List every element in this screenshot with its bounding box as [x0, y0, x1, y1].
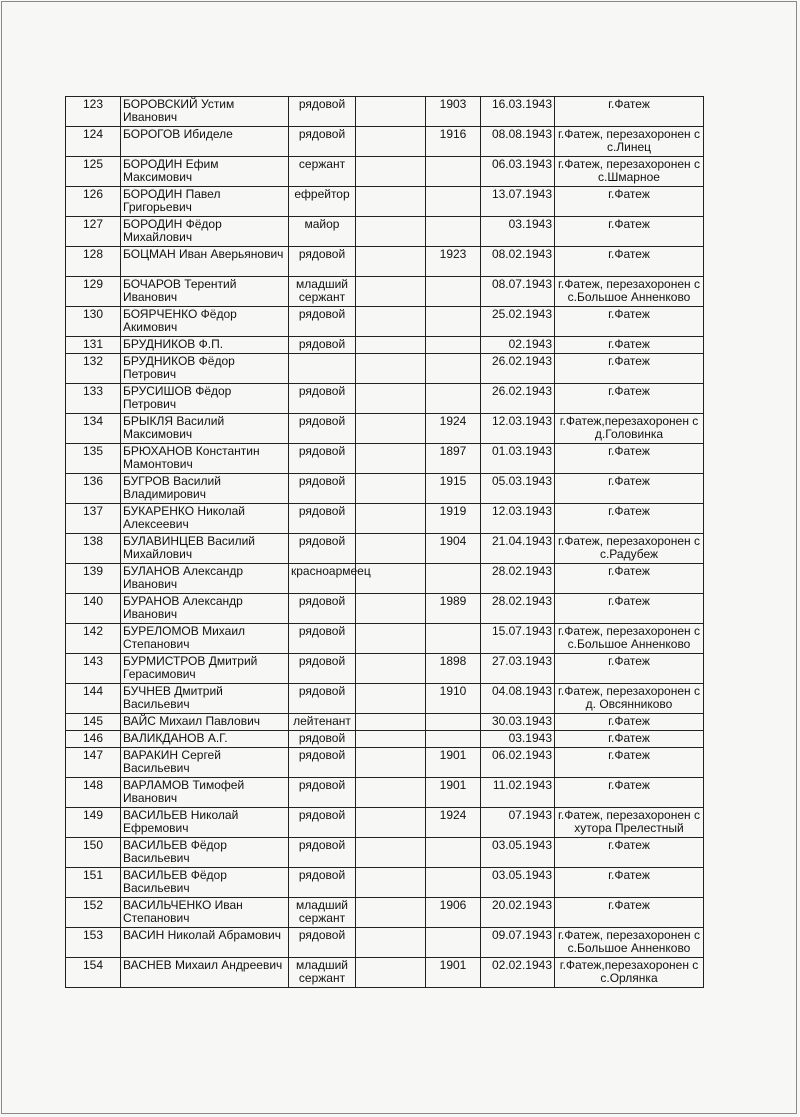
- blank-cell: [356, 898, 426, 928]
- row-number: 148: [66, 778, 121, 808]
- death-date: 09.07.1943: [481, 928, 555, 958]
- burial-place: г.Фатеж: [555, 354, 704, 384]
- burial-place: г.Фатеж,перезахоронен с с.Орлянка: [555, 958, 704, 988]
- death-date: 12.03.1943: [481, 414, 555, 444]
- table-row: [66, 534, 704, 564]
- death-date: 28.02.1943: [481, 594, 555, 624]
- table-row: [66, 731, 704, 748]
- military-rank: рядовой: [289, 868, 356, 898]
- burial-place: г.Фатеж: [555, 187, 704, 217]
- birth-year: [426, 157, 481, 187]
- burial-place: г.Фатеж: [555, 307, 704, 337]
- person-name: ВАРЛАМОВ Тимофей Иванович: [121, 778, 289, 808]
- birth-year: 1898: [426, 654, 481, 684]
- table-row: [66, 277, 704, 307]
- military-rank: рядовой: [289, 414, 356, 444]
- blank-cell: [356, 337, 426, 354]
- person-name: ВАСИЛЬЕВ Николай Ефремович: [121, 808, 289, 838]
- blank-cell: [356, 247, 426, 277]
- blank-cell: [356, 444, 426, 474]
- burial-place: г.Фатеж: [555, 504, 704, 534]
- person-name: БРЮХАНОВ Константин Мамонтович: [121, 444, 289, 474]
- military-rank: сержант: [289, 157, 356, 187]
- person-name: БОЯРЧЕНКО Фёдор Акимович: [121, 307, 289, 337]
- table-row: [66, 157, 704, 187]
- table-row: [66, 414, 704, 444]
- blank-cell: [356, 808, 426, 838]
- military-rank: рядовой: [289, 654, 356, 684]
- military-rank: майор: [289, 217, 356, 247]
- death-date: 20.02.1943: [481, 898, 555, 928]
- death-date: 07.1943: [481, 808, 555, 838]
- military-rank: рядовой: [289, 624, 356, 654]
- birth-year: [426, 714, 481, 731]
- person-name: БОЧАРОВ Терентий Иванович: [121, 277, 289, 307]
- row-number: 131: [66, 337, 121, 354]
- burial-place: г.Фатеж, перезахоронен с хутора Прелестный: [555, 808, 704, 838]
- row-number: 149: [66, 808, 121, 838]
- military-rank: рядовой: [289, 504, 356, 534]
- roster-body: [66, 97, 704, 988]
- burial-place: г.Фатеж: [555, 97, 704, 127]
- death-date: 15.07.1943: [481, 624, 555, 654]
- burial-place: г.Фатеж, перезахоронен с с.Шмарное: [555, 157, 704, 187]
- military-rank: [289, 354, 356, 384]
- blank-cell: [356, 778, 426, 808]
- person-name: БУЛАНОВ Александр Иванович: [121, 564, 289, 594]
- row-number: 134: [66, 414, 121, 444]
- blank-cell: [356, 354, 426, 384]
- table-row: [66, 624, 704, 654]
- blank-cell: [356, 307, 426, 337]
- military-rank: рядовой: [289, 534, 356, 564]
- burial-place: г.Фатеж: [555, 384, 704, 414]
- row-number: 144: [66, 684, 121, 714]
- table-row: [66, 474, 704, 504]
- blank-cell: [356, 534, 426, 564]
- table-row: [66, 384, 704, 414]
- person-name: ВАСИЛЬЕВ Фёдор Васильевич: [121, 868, 289, 898]
- row-number: 136: [66, 474, 121, 504]
- table-row: [66, 594, 704, 624]
- blank-cell: [356, 684, 426, 714]
- person-name: БУГРОВ Василий Владимирович: [121, 474, 289, 504]
- military-rank: рядовой: [289, 731, 356, 748]
- row-number: 132: [66, 354, 121, 384]
- burial-place: г.Фатеж: [555, 337, 704, 354]
- table-row: [66, 898, 704, 928]
- death-date: 06.03.1943: [481, 157, 555, 187]
- person-name: БУКАРЕНКО Николай Алексеевич: [121, 504, 289, 534]
- blank-cell: [356, 594, 426, 624]
- row-number: 138: [66, 534, 121, 564]
- row-number: 143: [66, 654, 121, 684]
- death-date: 03.05.1943: [481, 868, 555, 898]
- burial-place: г.Фатеж,перезахоронен с д.Головинка: [555, 414, 704, 444]
- blank-cell: [356, 187, 426, 217]
- row-number: 153: [66, 928, 121, 958]
- row-number: 126: [66, 187, 121, 217]
- person-name: БРУСИШОВ Фёдор Петрович: [121, 384, 289, 414]
- blank-cell: [356, 384, 426, 414]
- burial-place: г.Фатеж: [555, 748, 704, 778]
- death-date: 08.08.1943: [481, 127, 555, 157]
- birth-year: 1924: [426, 808, 481, 838]
- military-rank: рядовой: [289, 748, 356, 778]
- person-name: ВАСИЛЬЕВ Фёдор Васильевич: [121, 838, 289, 868]
- table-row: [66, 684, 704, 714]
- birth-year: [426, 564, 481, 594]
- burial-place: г.Фатеж, перезахоронен с с.Большое Анненково: [555, 624, 704, 654]
- military-rank: рядовой: [289, 808, 356, 838]
- death-date: 05.03.1943: [481, 474, 555, 504]
- burial-place: г.Фатеж, перезахоронен с с.Радубеж: [555, 534, 704, 564]
- birth-year: 1916: [426, 127, 481, 157]
- death-date: 25.02.1943: [481, 307, 555, 337]
- row-number: 152: [66, 898, 121, 928]
- blank-cell: [356, 714, 426, 731]
- row-number: 133: [66, 384, 121, 414]
- military-rank: младший сержант: [289, 958, 356, 988]
- burial-place: г.Фатеж: [555, 838, 704, 868]
- burial-place: г.Фатеж, перезахоронен с с.Большое Анненково: [555, 277, 704, 307]
- burial-place: г.Фатеж: [555, 898, 704, 928]
- table-row: [66, 868, 704, 898]
- burial-place: г.Фатеж: [555, 564, 704, 594]
- row-number: 150: [66, 838, 121, 868]
- birth-year: 1915: [426, 474, 481, 504]
- birth-year: [426, 384, 481, 414]
- burial-place: г.Фатеж: [555, 868, 704, 898]
- burial-place: г.Фатеж: [555, 714, 704, 731]
- person-name: БОРОДИН Фёдор Михайлович: [121, 217, 289, 247]
- blank-cell: [356, 157, 426, 187]
- burial-place: г.Фатеж: [555, 474, 704, 504]
- blank-cell: [356, 748, 426, 778]
- birth-year: [426, 187, 481, 217]
- death-date: 04.08.1943: [481, 684, 555, 714]
- military-rank: рядовой: [289, 474, 356, 504]
- birth-year: 1901: [426, 958, 481, 988]
- death-date: 02.02.1943: [481, 958, 555, 988]
- table-row: [66, 444, 704, 474]
- person-name: БОРОДИН Ефим Максимович: [121, 157, 289, 187]
- military-rank: рядовой: [289, 307, 356, 337]
- person-name: ВАРАКИН Сергей Васильевич: [121, 748, 289, 778]
- military-rank: ефрейтор: [289, 187, 356, 217]
- table-row: [66, 97, 704, 127]
- row-number: 127: [66, 217, 121, 247]
- death-date: 08.07.1943: [481, 277, 555, 307]
- table-row: [66, 838, 704, 868]
- military-rank: рядовой: [289, 97, 356, 127]
- birth-year: 1903: [426, 97, 481, 127]
- military-rank: рядовой: [289, 247, 356, 277]
- blank-cell: [356, 624, 426, 654]
- table-row: [66, 247, 704, 277]
- birth-year: 1901: [426, 748, 481, 778]
- row-number: 130: [66, 307, 121, 337]
- death-date: 21.04.1943: [481, 534, 555, 564]
- military-rank: рядовой: [289, 838, 356, 868]
- table-row: [66, 504, 704, 534]
- blank-cell: [356, 958, 426, 988]
- blank-cell: [356, 928, 426, 958]
- burial-place: г.Фатеж: [555, 654, 704, 684]
- table-row: [66, 808, 704, 838]
- person-name: БУЧНЕВ Дмитрий Васильевич: [121, 684, 289, 714]
- birth-year: [426, 217, 481, 247]
- table-row: [66, 714, 704, 731]
- military-rank: рядовой: [289, 778, 356, 808]
- death-date: 02.1943: [481, 337, 555, 354]
- death-date: 08.02.1943: [481, 247, 555, 277]
- person-name: ВАСИЛЬЧЕНКО Иван Степанович: [121, 898, 289, 928]
- birth-year: 1901: [426, 778, 481, 808]
- death-date: 12.03.1943: [481, 504, 555, 534]
- birth-year: [426, 838, 481, 868]
- table-row: [66, 928, 704, 958]
- birth-year: 1989: [426, 594, 481, 624]
- blank-cell: [356, 97, 426, 127]
- table-row: [66, 778, 704, 808]
- row-number: 125: [66, 157, 121, 187]
- blank-cell: [356, 868, 426, 898]
- burial-place: г.Фатеж: [555, 778, 704, 808]
- table-row: [66, 654, 704, 684]
- death-date: 13.07.1943: [481, 187, 555, 217]
- birth-year: 1910: [426, 684, 481, 714]
- table-row: [66, 337, 704, 354]
- burial-place: г.Фатеж, перезахоронен с с.Линец: [555, 127, 704, 157]
- military-rank: младший сержант: [289, 277, 356, 307]
- birth-year: 1924: [426, 414, 481, 444]
- person-name: БРУДНИКОВ Ф.П.: [121, 337, 289, 354]
- burial-place: г.Фатеж: [555, 731, 704, 748]
- row-number: 129: [66, 277, 121, 307]
- military-rank: младший сержант: [289, 898, 356, 928]
- birth-year: 1919: [426, 504, 481, 534]
- military-rank: рядовой: [289, 928, 356, 958]
- death-date: 30.03.1943: [481, 714, 555, 731]
- birth-year: [426, 731, 481, 748]
- death-date: 26.02.1943: [481, 384, 555, 414]
- row-number: 128: [66, 247, 121, 277]
- table-row: [66, 564, 704, 594]
- death-date: 11.02.1943: [481, 778, 555, 808]
- birth-year: [426, 624, 481, 654]
- person-name: ВАСНЕВ Михаил Андреевич: [121, 958, 289, 988]
- blank-cell: [356, 414, 426, 444]
- row-number: 154: [66, 958, 121, 988]
- row-number: 151: [66, 868, 121, 898]
- row-number: 140: [66, 594, 121, 624]
- burial-roster-table: [65, 96, 704, 988]
- military-rank: рядовой: [289, 337, 356, 354]
- birth-year: [426, 277, 481, 307]
- birth-year: 1897: [426, 444, 481, 474]
- birth-year: [426, 307, 481, 337]
- birth-year: 1904: [426, 534, 481, 564]
- death-date: 16.03.1943: [481, 97, 555, 127]
- row-number: 147: [66, 748, 121, 778]
- person-name: БРЫКЛЯ Василий Максимович: [121, 414, 289, 444]
- row-number: 123: [66, 97, 121, 127]
- military-rank: рядовой: [289, 684, 356, 714]
- military-rank: рядовой: [289, 384, 356, 414]
- blank-cell: [356, 277, 426, 307]
- row-number: 146: [66, 731, 121, 748]
- person-name: БУЛАВИНЦЕВ Василий Михайлович: [121, 534, 289, 564]
- blank-cell: [356, 731, 426, 748]
- row-number: 135: [66, 444, 121, 474]
- table-row: [66, 127, 704, 157]
- death-date: 26.02.1943: [481, 354, 555, 384]
- blank-cell: [356, 838, 426, 868]
- row-number: 142: [66, 624, 121, 654]
- birth-year: 1923: [426, 247, 481, 277]
- table-row: [66, 187, 704, 217]
- person-name: БУРЕЛОМОВ Михаил Степанович: [121, 624, 289, 654]
- military-rank: рядовой: [289, 127, 356, 157]
- military-rank: лейтенант: [289, 714, 356, 731]
- death-date: 01.03.1943: [481, 444, 555, 474]
- person-name: БОРОГОВ Ибиделе: [121, 127, 289, 157]
- burial-place: г.Фатеж: [555, 247, 704, 277]
- death-date: 03.1943: [481, 217, 555, 247]
- birth-year: [426, 354, 481, 384]
- table-row: [66, 354, 704, 384]
- person-name: ВАЛИКДАНОВ А.Г.: [121, 731, 289, 748]
- birth-year: [426, 928, 481, 958]
- birth-year: 1906: [426, 898, 481, 928]
- military-rank: рядовой: [289, 444, 356, 474]
- table-row: [66, 748, 704, 778]
- blank-cell: [356, 654, 426, 684]
- person-name: БУРАНОВ Александр Иванович: [121, 594, 289, 624]
- blank-cell: [356, 127, 426, 157]
- row-number: 124: [66, 127, 121, 157]
- table-row: [66, 958, 704, 988]
- table-row: [66, 217, 704, 247]
- military-rank: рядовой: [289, 594, 356, 624]
- birth-year: [426, 337, 481, 354]
- burial-place: г.Фатеж, перезахоронен с д. Овсянниково: [555, 684, 704, 714]
- birth-year: [426, 868, 481, 898]
- person-name: БУРМИСТРОВ Дмитрий Герасимович: [121, 654, 289, 684]
- blank-cell: [356, 474, 426, 504]
- death-date: 27.03.1943: [481, 654, 555, 684]
- person-name: БОРОВСКИЙ Устим Иванович: [121, 97, 289, 127]
- row-number: 139: [66, 564, 121, 594]
- blank-cell: [356, 217, 426, 247]
- death-date: 28.02.1943: [481, 564, 555, 594]
- death-date: 06.02.1943: [481, 748, 555, 778]
- burial-place: г.Фатеж: [555, 217, 704, 247]
- blank-cell: [356, 504, 426, 534]
- person-name: БОЦМАН Иван Аверьянович: [121, 247, 289, 277]
- death-date: 03.1943: [481, 731, 555, 748]
- death-date: 03.05.1943: [481, 838, 555, 868]
- military-rank: красноармеец: [289, 564, 356, 594]
- row-number: 137: [66, 504, 121, 534]
- person-name: ВАЙС Михаил Павлович: [121, 714, 289, 731]
- burial-place: г.Фатеж: [555, 594, 704, 624]
- person-name: ВАСИН Николай Абрамович: [121, 928, 289, 958]
- row-number: 145: [66, 714, 121, 731]
- burial-place: г.Фатеж, перезахоронен с с.Большое Анненково: [555, 928, 704, 958]
- burial-place: г.Фатеж: [555, 444, 704, 474]
- table-row: [66, 307, 704, 337]
- person-name: БРУДНИКОВ Фёдор Петрович: [121, 354, 289, 384]
- person-name: БОРОДИН Павел Григорьевич: [121, 187, 289, 217]
